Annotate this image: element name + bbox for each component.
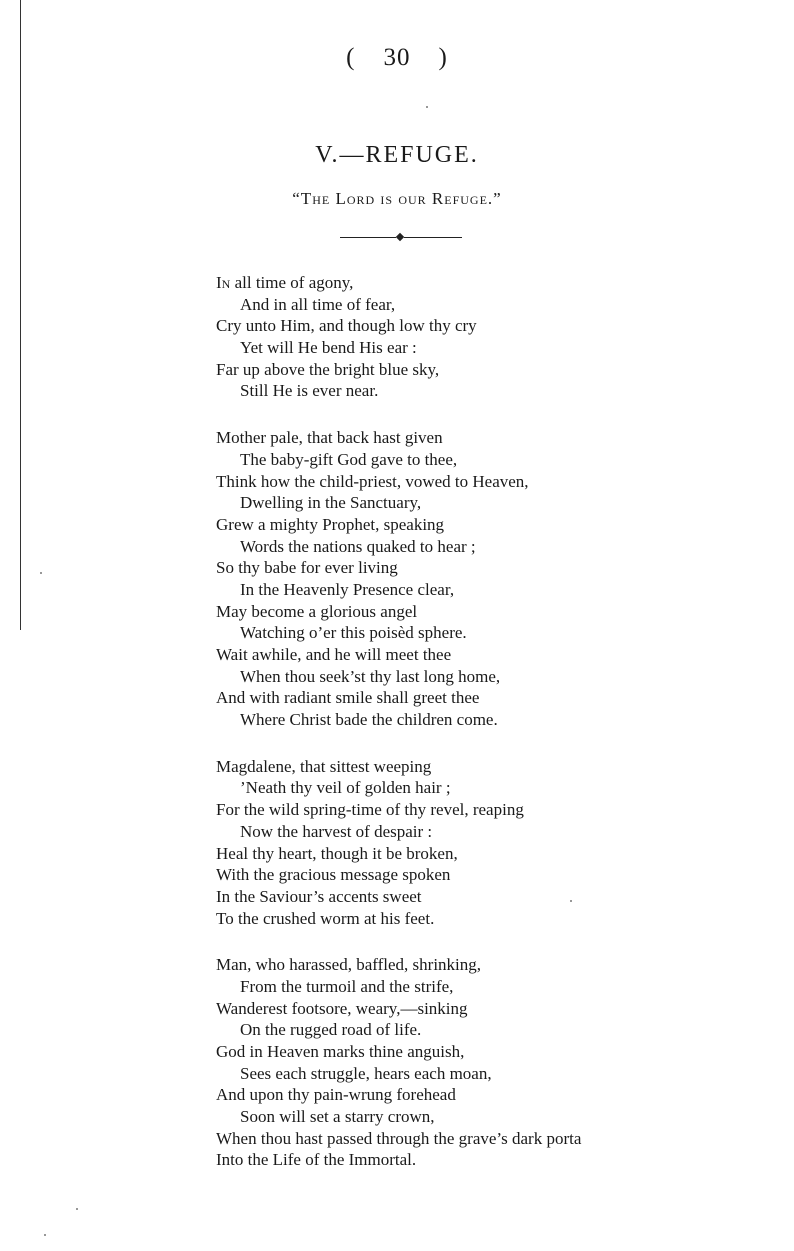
page-number-close-paren: ) [438,44,448,71]
print-speck [570,900,572,902]
poem-line: Mother pale, that back hast given [216,428,443,448]
poem-line: Words the nations quaked to hear ; [240,536,476,556]
print-speck [40,572,42,574]
poem-line: Cry unto Him, and though low thy cry [216,316,477,336]
stanza [216,272,776,402]
poem-line: To the crushed worm at his feet. [216,908,435,928]
ornament-line-right [404,237,462,238]
poem-line: With the gracious message spoken [216,865,451,885]
ornament-diamond-icon [396,233,404,241]
ornament-divider [340,232,462,244]
print-speck [76,1208,78,1210]
poem-line: Heal thy heart, though it be broken, [216,843,458,863]
poem-line: And upon thy pain-wrung forehead [216,1085,456,1105]
poem-line: Now the harvest of despair : [240,821,433,841]
poem-line: In the Saviour’s accents sweet [216,886,422,906]
page-number-open-paren: ( [346,44,356,71]
poem-line: On the rugged road of life. [240,1020,422,1040]
poem-line: Wanderest footsore, weary,—sinking [216,998,468,1018]
poem-line: Into the Life of the Immortal. [216,1150,417,1170]
poem-line: Dwelling in the Sanctuary, [240,493,422,513]
poem-line: And in all time of fear, [240,294,396,314]
poem-line: Sees each struggle, hears each moan, [240,1063,492,1083]
poem-line: And with radiant smile shall greet thee [216,688,480,708]
poem-line: Man, who harassed, baffled, shrinking, [216,955,482,975]
poem-line: From the turmoil and the strife, [240,976,454,996]
poem-body [216,272,776,1196]
poem-line: Far up above the bright blue sky, [216,359,440,379]
poem-line: When thou hast passed through the grave’s dark porta [216,1128,582,1148]
poem-line: ’Neath thy veil of golden hair ; [240,778,451,798]
stanza [216,756,776,930]
poem-line: Yet will He bend His ear : [240,338,417,358]
poem-line: When thou seek’st thy last long home, [240,666,501,686]
poem-line: Think how the child-priest, vowed to Heaven, [216,471,529,491]
poem-line: May become a glorious angel [216,601,418,621]
poem-line: Still He is ever near. [240,381,379,401]
poem-line: Grew a mighty Prophet, speaking [216,514,445,534]
poem-epigraph: “The Lord is our Refuge.” [292,189,502,208]
poem-title: V.—REFUGE. [315,142,479,168]
poem-line: Soon will set a starry crown, [240,1107,435,1127]
opening-word: In [216,273,231,292]
print-speck [426,106,428,108]
poem-line: God in Heaven marks thine anguish, [216,1042,465,1061]
page-number [0,44,794,72]
stanza [216,427,776,731]
stanza [216,954,776,1171]
poem-line: In all time of agony, [216,273,354,292]
poem-line: Wait awhile, and he will meet thee [216,645,452,664]
page-number-value: 30 [383,44,411,71]
poem-line: So thy babe for ever living [216,558,398,578]
print-speck [44,1234,46,1236]
poem-line: In the Heavenly Presence clear, [240,579,455,599]
margin-rule [20,0,21,630]
ornament-line-left [340,237,396,238]
poem-line: Magdalene, that sittest weeping [216,756,432,776]
poem-line: Watching o’er this poisèd sphere. [240,623,467,643]
poem-line: The baby-gift God gave to thee, [240,449,458,469]
poem-line: For the wild spring-time of thy revel, reaping [216,800,524,820]
poem-line: Where Christ bade the children come. [240,710,498,730]
